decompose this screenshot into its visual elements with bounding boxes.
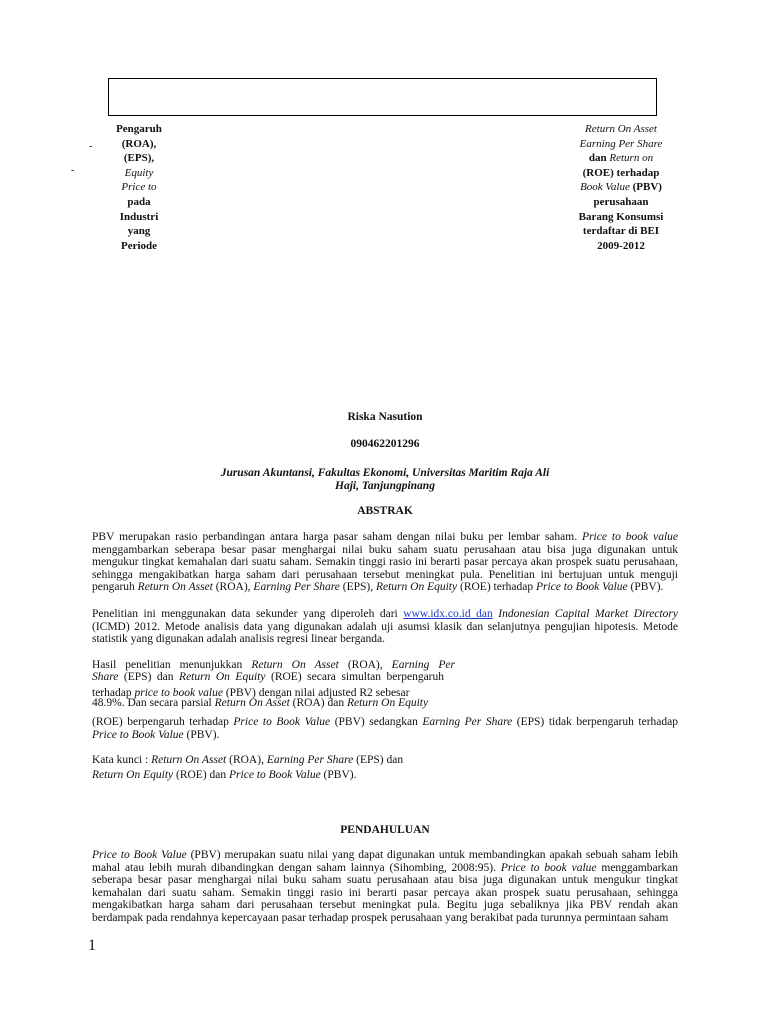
title-right-word: dan	[588, 152, 607, 165]
text-run: (ROE) secara simultan berpengaruh	[265, 671, 445, 683]
author-name: Riska Nasution	[347, 411, 423, 423]
text-run: Return On Equity	[346, 697, 429, 709]
text-run: (ROE) berpengaruh terhadap	[92, 716, 234, 728]
affiliation-line: Jurusan Akuntansi, Fakultas Ekonomi, Universitas Maritim Raja Ali	[220, 467, 550, 479]
text-run: Penelitian ini menggunakan data sekunder yang diperoleh dari	[92, 608, 404, 620]
text-run: Price to book value	[582, 531, 678, 543]
text-run: (EPS) dan	[353, 754, 404, 766]
dash-mark: -	[71, 165, 75, 176]
text-run: menggambarkan seberapa besar pasar menghargai nilai buku saham suatu perusahaan atau bisa juga digunakan untuk mengukur tingkat kemahalan dari suatu saham. Semakin tinggi rasio ini berarti pasar percaya akan prospek suatu perusahaan, sehingga mengakibatkan harga saham dari perusahaan tersebut meningkat pula. Begitu juga sebaliknya jika PBV rendah akan berdampak pada rendahnya kepercayaan pasar terhadap prospek perusahaan yang berakibat pada turunnya permintaan saham	[92, 861, 679, 924]
title-right-word: (PBV)	[632, 181, 662, 194]
title-right-line: terdaftar di BEI	[582, 225, 660, 238]
text-run: (PBV).	[183, 728, 220, 741]
title-frame	[108, 78, 657, 116]
result-line-1	[92, 659, 455, 672]
text-run: (PBV) dengan nilai adjusted R2 sebesar	[222, 687, 410, 699]
text-run: Return On Equity	[179, 671, 266, 683]
text-run: PBV merupakan rasio perbandingan antara harga pasar saham dengan nilai buku per lembar saham.	[92, 531, 583, 543]
page-number: 1	[88, 937, 96, 954]
text-run: (PBV).	[320, 768, 357, 781]
text-run: menggambarkan seberapa besar pasar menghargai nilai buku saham suatu perusahaan atau bisa juga digunakan untuk mengukur tingkat kemahalan dari suatu saham. Semakin tinggi rasio ini berarti pasar percaya akan prospek suatu perusahaan, sehingga mengakibatkan harga saham dari perusahaan tersebut meningkat pula. Penelitian ini bertujuan untuk menguji pengaruh	[92, 543, 678, 593]
dash-mark: -	[89, 141, 93, 152]
title-left-line: Industri	[119, 210, 159, 223]
intro-heading: PENDAHULUAN	[340, 824, 430, 836]
text-run: (PBV) sedangkan	[330, 716, 423, 728]
text-run: (ROA),	[338, 659, 392, 671]
text-run: Price to Book Value	[535, 581, 628, 593]
text-run: Return On Asset	[137, 581, 213, 593]
title-left-line: Pengaruh	[116, 123, 162, 135]
text-run: Return On Equity	[92, 768, 174, 781]
text-run: (EPS) tidak berpengaruh terhadap	[512, 716, 678, 728]
text-run: (EPS) dan	[118, 671, 180, 683]
text-run: (PBV) merupakan suatu nilai yang dapat digunakan untuk membandingkan apakah sebuah saham lebih mahal atau lebih murah dibandingkan dengan saham lainnya (Sihombing, 2008:95).	[92, 849, 678, 874]
result-line-5	[92, 716, 678, 741]
text-run: Price to Book Value	[92, 728, 184, 741]
text-run: terhadap	[92, 687, 135, 699]
text-run: Earning Per Share	[266, 754, 354, 766]
title-right-line	[558, 180, 684, 195]
title-right-word: Return on	[609, 152, 654, 165]
title-left-line: (ROA),	[121, 137, 157, 150]
keywords-line-1	[92, 754, 492, 767]
text-run: Return On Asset	[251, 659, 339, 671]
text-run: (ROA) dan	[289, 697, 347, 709]
text-run: (EPS),	[339, 581, 376, 593]
text-run: Price to Book Value	[233, 716, 331, 728]
result-line-4	[92, 697, 452, 710]
title-right-line: perusahaan	[593, 195, 649, 208]
text-run: price to book value	[134, 687, 223, 699]
result-line-2	[92, 671, 444, 684]
text-run: Earning Per	[391, 659, 455, 671]
abstract-paragraph-1	[92, 531, 678, 594]
abstract-heading: ABSTRAK	[357, 505, 413, 517]
title-left-line: (EPS),	[123, 152, 155, 165]
text-run: (PBV).	[627, 581, 664, 593]
text-run: (ROE) dan	[173, 768, 230, 781]
affiliation	[92, 467, 678, 492]
title-right-line: Return On Asset	[585, 123, 657, 135]
text-run: Return On Equity	[375, 581, 458, 593]
text-run: 48.9%. Dan secara parsial	[92, 697, 215, 709]
keywords-line-2	[92, 769, 492, 782]
title-left-line: Periode	[120, 239, 158, 252]
text-run: Kata kunci :	[92, 754, 152, 766]
text-run: (ICMD) 2012. Metode analisis data yang digunakan adalah uji asumsi klasik dan selanjutnya pengujian hipotesis. Metode statistik yang digunakan adalah analisis regresi linear berganda.	[92, 620, 678, 645]
text-run: (ROE) terhadap	[457, 581, 536, 593]
author-id: 090462201296	[350, 438, 420, 450]
idx-link[interactable]: www.idx.co.id dan	[403, 608, 493, 620]
text-run: Earning Per Share	[253, 581, 340, 593]
title-right-line: (ROE) terhadap	[582, 166, 660, 179]
text-run: Share	[92, 671, 119, 683]
text-run: (ROA),	[226, 754, 267, 766]
text-run: Price to Book Value	[92, 849, 187, 861]
title-left-line: Equity	[124, 166, 154, 179]
title-right-column	[558, 122, 684, 253]
title-left-column	[96, 122, 182, 253]
text-run: Price to book value	[500, 861, 597, 874]
title-right-line: Earning Per Share	[579, 137, 663, 150]
text-run: Return On Asset	[151, 754, 227, 766]
title-right-line: Barang Konsumsi	[578, 210, 664, 223]
keywords	[92, 754, 492, 781]
text-run: Return On Asset	[214, 697, 290, 709]
text-run: Earning Per Share	[422, 716, 513, 728]
title-left-line: Price to	[121, 181, 157, 194]
title-right-line: 2009-2012	[597, 239, 645, 252]
text-run: Hasil penelitian menunjukkan	[92, 659, 252, 671]
title-left-line: yang	[127, 225, 151, 238]
text-run: Price to Book Value	[229, 768, 321, 781]
title-right-word: Book Value	[580, 181, 630, 194]
title-left-line: pada	[127, 195, 151, 208]
intro-paragraph	[92, 849, 678, 924]
title-right-line	[558, 151, 684, 166]
abstract-paragraph-2	[92, 608, 678, 646]
affiliation-line: Haji, Tanjungpinang	[335, 479, 435, 492]
text-run: Indonesian Capital Market Directory	[498, 608, 679, 620]
text-run: (ROA),	[212, 581, 254, 593]
